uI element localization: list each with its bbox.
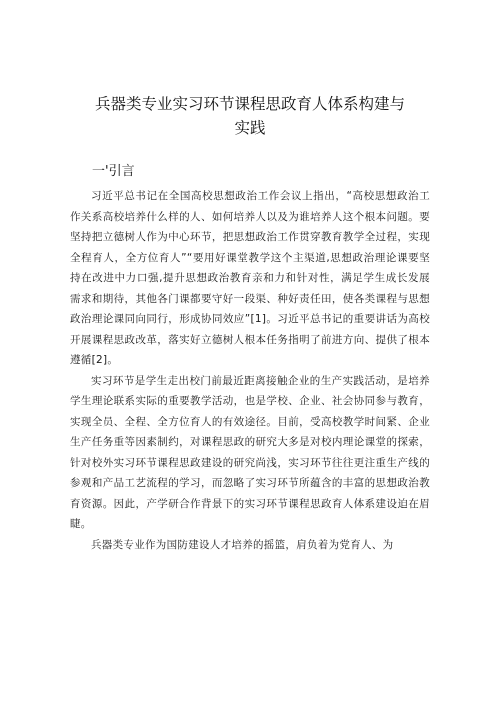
paragraph-3: 兵器类专业作为国防建设人才培养的摇篮，肩负着为党育人、为 bbox=[91, 538, 394, 551]
paragraph-1: 习近平总书记在全国高校思想政治工作会议上指出，“高校思想政治工作关系高校培养什么样的人、如何培养人以及为谁培养人这个根本问题。要坚持把立德树人作为中心环节，把思想政治工作贯穿教育教学全过程，实现全程育人，全方位育人”“要用好课堂教学这个主渠道,思想政治理论课要坚持在改进中力口强,提升思想政治教育亲和力和针对性，满足学生成长发展需求和期待，其他各门课都要守好一段渠、种好责任田，使各类课程与思想政治理论课同向同行，形成协同效应”[1]。习近平总书记的重要讲话为高校开展课程思政改革，落实好立德树人根本任务指明了前进方向、提供了根本遵循[2]。 bbox=[70, 190, 430, 366]
title-line-1: 兵器类专业实习环节课程思政育人体系构建与 bbox=[94, 95, 405, 113]
document-body bbox=[70, 186, 430, 555]
section-heading: 一'引言 bbox=[92, 164, 135, 179]
document-title bbox=[70, 0, 430, 140]
title-line-2: 实践 bbox=[234, 119, 266, 137]
paragraph-2: 实习环节是学生走出校门前最近距离接触企业的生产实践活动，是培养学生理论联系实际的重要教学活动，也是学校、企业、社会协同参与教育，实现全员、全程、全方位育人的有效途径。目前，受高校教学时间紧、企业生产任务重等因素制约，对课程思政的研究大多是对校内理论课堂的探索，针对校外实习环节课程思政建设的研究尚浅，实习环节往往更注重生产线的参观和产品工艺流程的学习，而忽略了实习环节所蕴含的丰富的思想政治教育资源。因此，产学研合作背景下的实习环节课程思政育人体系建设迫在眉睫。 bbox=[70, 374, 430, 530]
